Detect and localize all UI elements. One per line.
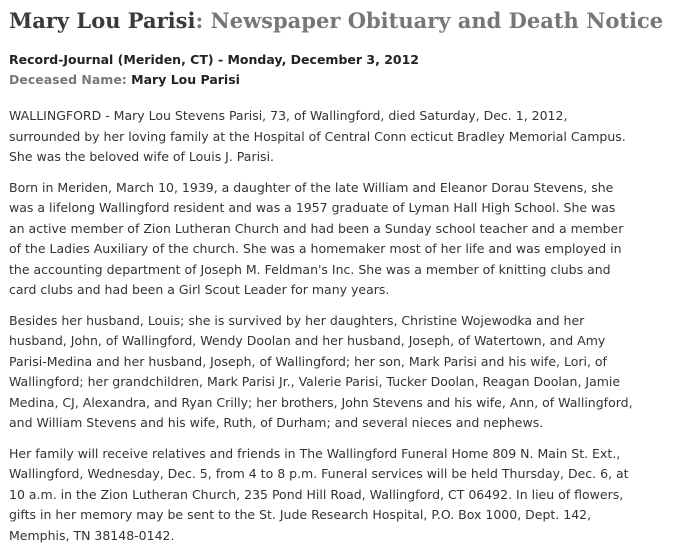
source-line: Record-Journal (Meriden, CT) - Monday, December 3, 2012 xyxy=(9,52,419,67)
deceased-name-value: Mary Lou Parisi xyxy=(131,72,240,87)
deceased-name-line xyxy=(9,70,668,90)
deceased-name-label: Deceased Name: xyxy=(9,72,127,87)
obituary-paragraph-1: WALLINGFORD - Mary Lou Stevens Parisi, 73, of Wallingford, died Saturday, Dec. 1, 2012, surrounded by her loving family at the Hospital of Central Conn ecticut Bradley Memorial Campus. She was the beloved wife of Louis J. Parisi. xyxy=(9,108,626,164)
title-subtitle: : Newspaper Obituary and Death Notice xyxy=(195,8,664,33)
obituary-paragraph-3: Besides her husband, Louis; she is survived by her daughters, Christine Wojewodka and her husband, John, of Wallingford, Wendy Doolan and her husband, Joseph, of Watertown, and Amy Parisi-Medina and her husband, Joseph, of Wallingford; her son, Mark Parisi and his wife, Lori, of Wallingford; her grandchildren, Mark Parisi Jr., Valerie Parisi, Tucker Doolan, Reagan Doolan, Jamie Medina, CJ, Alexandra, and Ryan Crilly; her brothers, John Stevens and his wife, Ann, of Wallingford, and William Stevens and his wife, Ruth, of Durham; and several nieces and nephews. xyxy=(9,312,633,430)
title-name: Mary Lou Parisi xyxy=(9,8,196,33)
page-title xyxy=(9,6,668,36)
obituary-paragraph-2: Born in Meriden, March 10, 1939, a daughter of the late William and Eleanor Dorau Stevens, she was a lifelong Wallingford resident and was a 1957 graduate of Lyman Hall High School. She was an active member of Zion Lutheran Church and had been a Sunday school teacher and a member of the Ladies Auxiliary of the church. She was a homemaker most of her life and was employed in the accounting department of Joseph M. Feldman's Inc. She was a member of knitting clubs and card clubs and had been a Girl Scout Leader for many years. xyxy=(9,179,624,297)
obituary-paragraph-4: Her family will receive relatives and friends in The Wallingford Funeral Home 809 N. Main St. Ext., Wallingford, Wednesday, Dec. 5, from 4 to 8 p.m. Funeral services will be held Thursday, Dec. 6, at 10 a.m. in the Zion Lutheran Church, 235 Pond Hill Road, Wallingford, CT 06492. In lieu of flowers, gifts in her memory may be sent to the St. Jude Research Hospital, P.O. Box 1000, Dept. 142, Memphis, TN 38148-0142. xyxy=(9,445,629,543)
